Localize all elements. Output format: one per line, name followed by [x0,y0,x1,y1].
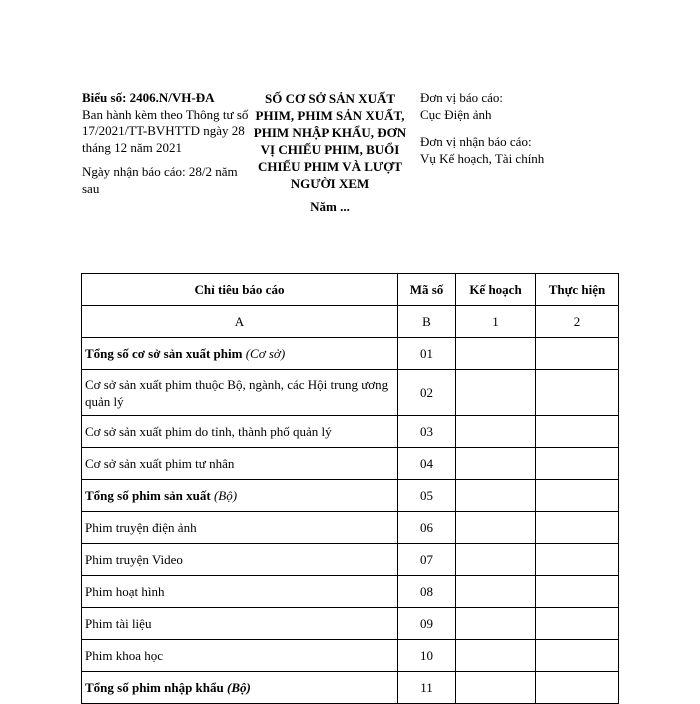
table-row [82,416,619,448]
row-unit: (Bộ) [227,680,251,695]
form-info [82,90,250,197]
reporting-unit: Cục Điện ảnh [420,106,492,122]
row-plan-cell[interactable] [456,480,536,512]
receiving-unit-label: Đơn vị nhận báo cáo: [420,134,532,149]
table-row [82,672,619,704]
row-label: Phim hoạt hình [82,576,398,608]
row-plan-cell[interactable] [456,544,536,576]
row-plan-cell[interactable] [456,370,536,416]
table-row [82,640,619,672]
report-year: Năm ... [310,199,350,214]
letter-plan: 1 [456,306,536,338]
row-actual-cell[interactable] [536,338,619,370]
table-row [82,608,619,640]
letter-actual: 2 [536,306,619,338]
row-actual-cell[interactable] [536,448,619,480]
row-actual-cell[interactable] [536,576,619,608]
row-label: Tổng số phim sản xuất [85,488,211,503]
row-plan-cell[interactable] [456,512,536,544]
row-actual-cell[interactable] [536,640,619,672]
row-code: 09 [398,608,456,640]
column-letter-row [82,306,619,338]
row-actual-cell[interactable] [536,416,619,448]
row-plan-cell[interactable] [456,338,536,370]
row-label: Tổng số phim nhập khẩu [85,680,224,695]
report-deadline: Ngày nhận báo cáo: 28/2 năm sau [82,164,238,196]
table-row [82,480,619,512]
table-row [82,576,619,608]
row-unit: (Bộ) [213,488,238,503]
row-code: 01 [398,338,456,370]
row-plan-cell[interactable] [456,672,536,704]
report-table [81,273,619,704]
row-label: Cơ sở sản xuất phim do tỉnh, thành phố quản lý [82,416,398,448]
header-code: Mã số [398,274,456,306]
row-plan-cell[interactable] [456,576,536,608]
table-row [82,338,619,370]
row-label: Phim tài liệu [82,608,398,640]
row-code: 07 [398,544,456,576]
table-header-row [82,274,619,306]
reporting-unit-label: Đơn vị báo cáo: [420,90,504,105]
row-code: 11 [398,672,456,704]
row-plan-cell[interactable] [456,608,536,640]
row-label: Phim truyện Video [82,544,398,576]
units-info [420,90,620,167]
letter-code: B [398,306,456,338]
row-code: 04 [398,448,456,480]
row-actual-cell[interactable] [536,370,619,416]
table-row [82,512,619,544]
row-actual-cell[interactable] [536,480,619,512]
header-plan: Kế hoạch [456,274,536,306]
row-plan-cell[interactable] [456,640,536,672]
row-code: 02 [398,370,456,416]
report-title-block [248,90,412,215]
row-plan-cell[interactable] [456,416,536,448]
table-row [82,370,619,416]
row-code: 06 [398,512,456,544]
row-code: 10 [398,640,456,672]
receiving-unit: Vụ Kế hoạch, Tài chính [420,150,545,166]
row-label: Cơ sở sản xuất phim tư nhân [82,448,398,480]
table-row [82,544,619,576]
row-code: 08 [398,576,456,608]
row-unit: (Cơ sở) [245,346,286,361]
row-label: Cơ sở sản xuất phim thuộc Bộ, ngành, các Hội trung ương quản lý [82,370,398,416]
row-actual-cell[interactable] [536,544,619,576]
row-plan-cell[interactable] [456,448,536,480]
row-actual-cell[interactable] [536,608,619,640]
header-actual: Thực hiện [536,274,619,306]
row-label-cell [82,480,398,512]
row-code: 05 [398,480,456,512]
report-title: SỐ CƠ SỞ SẢN XUẤT PHIM, PHIM SẢN XUẤT, PHIM NHẬP KHẨU, ĐƠN VỊ CHIẾU PHIM, BUỔI CHIẾU PHIM VÀ LƯỢT NGƯỜI XEM [253,91,407,191]
row-actual-cell[interactable] [536,672,619,704]
row-label-cell [82,338,398,370]
header-indicator: Chỉ tiêu báo cáo [82,274,398,306]
row-label: Phim truyện điện ảnh [82,512,398,544]
table-row [82,448,619,480]
letter-indicator: A [82,306,398,338]
form-code: Biểu số: 2406.N/VH-ĐA [82,90,215,105]
row-code: 03 [398,416,456,448]
row-label: Phim khoa học [82,640,398,672]
row-actual-cell[interactable] [536,512,619,544]
row-label-cell [82,672,398,704]
row-label: Tổng số cơ sở sản xuất phim [85,346,243,361]
issued-with-circular: Ban hành kèm theo Thông tư số 17/2021/TT-BVHTTD ngày 28 tháng 12 năm 2021 [82,106,249,155]
